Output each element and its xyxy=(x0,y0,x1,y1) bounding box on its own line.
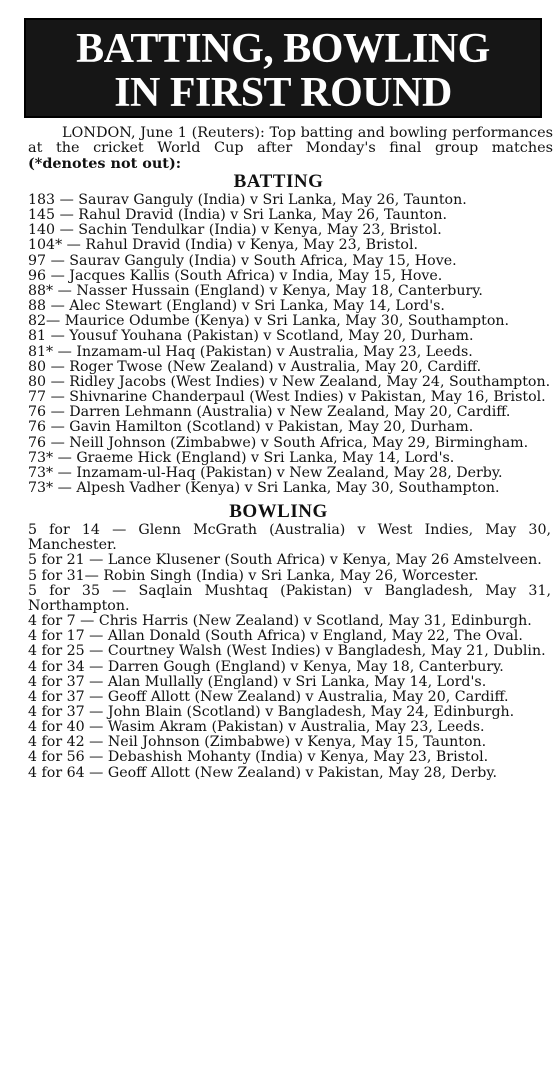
batting-title: BATTING xyxy=(233,171,324,192)
bowling-entry: 4 for 25 — Courtney Walsh (West Indies) v Bangladesh, May 21, Dublin. xyxy=(28,643,546,660)
batting-list xyxy=(28,193,551,496)
bowling-entry: 5 for 14 — Glenn McGrath (Australia) v West Indies, May 30, Manchester. xyxy=(28,522,551,554)
headline-line-1: BATTING, BOWLING xyxy=(76,26,490,72)
bowling-list xyxy=(28,523,551,781)
headline xyxy=(24,18,542,118)
newspaper-clipping xyxy=(0,18,559,1068)
batting-entry: 80 — Roger Twose (New Zealand) v Australia, May 20, Cardiff. xyxy=(28,358,482,375)
headline-line-2: IN FIRST ROUND xyxy=(114,70,452,116)
bowling-entry: 4 for 37 — John Blain (Scotland) v Bangladesh, May 24, Edinburgh. xyxy=(28,704,515,720)
batting-entry: 77 — Shivnarine Chanderpaul (West Indies) v Pakistan, May 16, Bristol. xyxy=(28,389,546,406)
batting-entry: 76 — Neill Johnson (Zimbabwe) v South Africa, May 29, Birmingham. xyxy=(28,434,529,451)
batting-entry: 76 — Darren Lehmann (Australia) v New Zealand, May 20, Cardiff. xyxy=(28,404,511,421)
batting-entry: 104* — Rahul Dravid (India) v Kenya, May 23, Bristol. xyxy=(28,237,418,254)
intro-note: (*denotes not out): xyxy=(28,155,182,172)
batting-entry: 88* — Nasser Hussain (England) v Kenya, May 18, Canterbury. xyxy=(28,282,483,299)
bowling-entry: 4 for 56 — Debashish Mohanty (India) v Kenya, May 23, Bristol. xyxy=(28,749,489,766)
bowling-title: BOWLING xyxy=(229,501,328,523)
bowling-entry: 5 for 21 — Lance Klusener (South Africa) v Kenya, May 26 Amstelveen. xyxy=(28,552,542,569)
batting-entry: 76 — Gavin Hamilton (Scotland) v Pakistan, May 20, Durham. xyxy=(28,419,474,436)
batting-entry: 97 — Saurav Ganguly (India) v South Africa, May 15, Hove. xyxy=(28,252,457,269)
batting-entry: 82— Maurice Odumbe (Kenya) v Sri Lanka, May 30, Southampton. xyxy=(28,313,510,330)
batting-entry: 96 — Jacques Kallis (South Africa) v India, May 15, Hove. xyxy=(28,267,443,284)
intro-text: LONDON, June 1 (Reuters): Top batting and bowling performances at the cricket World Cup after Monday's final group matches xyxy=(28,125,553,156)
batting-entry: 145 — Rahul Dravid (India) v Sri Lanka, May 26, Taunton. xyxy=(28,207,447,224)
batting-entry: 73* — Alpesh Vadher (Kenya) v Sri Lanka, May 30, Southampton. xyxy=(28,479,500,496)
bowling-entry: 4 for 40 — Wasim Akram (Pakistan) v Australia, May 23, Leeds. xyxy=(28,719,485,736)
batting-entry: 183 — Saurav Ganguly (India) v Sri Lanka, May 26, Taunton. xyxy=(28,192,467,208)
batting-entry: 88 — Alec Stewart (England) v Sri Lanka, May 14, Lord's. xyxy=(28,298,445,315)
bowling-entry: 5 for 31— Robin Singh (India) v Sri Lanka, May 26, Worcester. xyxy=(28,567,479,584)
batting-entry: 80 — Ridley Jacobs (West Indies) v New Zealand, May 24, Southampton. xyxy=(28,373,551,390)
bowling-entry: 4 for 37 — Alan Mullally (England) v Sri Lanka, May 14, Lord's. xyxy=(28,673,487,690)
batting-entry: 73* — Graeme Hick (England) v Sri Lanka, May 14, Lord's. xyxy=(28,449,455,466)
bowling-entry: 4 for 64 — Geoff Allott (New Zealand) v Pakistan, May 28, Derby. xyxy=(28,764,497,781)
batting-entry: 140 — Sachin Tendulkar (India) v Kenya, May 23, Bristol. xyxy=(28,222,442,239)
bowling-entry: 4 for 17 — Allan Donald (South Africa) v England, May 22, The Oval. xyxy=(28,628,523,645)
bowling-entry: 4 for 34 — Darren Gough (England) v Kenya, May 18, Canterbury. xyxy=(28,658,504,675)
bowling-entry: 4 for 42 — Neil Johnson (Zimbabwe) v Kenya, May 15, Taunton. xyxy=(28,734,487,751)
batting-entry: 73* — Inzamam-ul-Haq (Pakistan) v New Zealand, May 28, Derby. xyxy=(28,464,503,481)
bowling-entry: 4 for 7 — Chris Harris (New Zealand) v Scotland, May 31, Edinburgh. xyxy=(28,613,532,630)
bowling-entry: 4 for 37 — Geoff Allott (New Zealand) v Australia, May 20, Cardiff. xyxy=(28,688,509,705)
intro-paragraph xyxy=(28,126,553,172)
batting-entry: 81 — Yousuf Youhana (Pakistan) v Scotland, May 20, Durham. xyxy=(28,328,474,345)
batting-entry: 81* — Inzamam-ul Haq (Pakistan) v Australia, May 23, Leeds. xyxy=(28,343,473,360)
bowling-entry: 5 for 35 — Saqlain Mushtaq (Pakistan) v Bangladesh, May 31, Northampton. xyxy=(28,582,551,614)
